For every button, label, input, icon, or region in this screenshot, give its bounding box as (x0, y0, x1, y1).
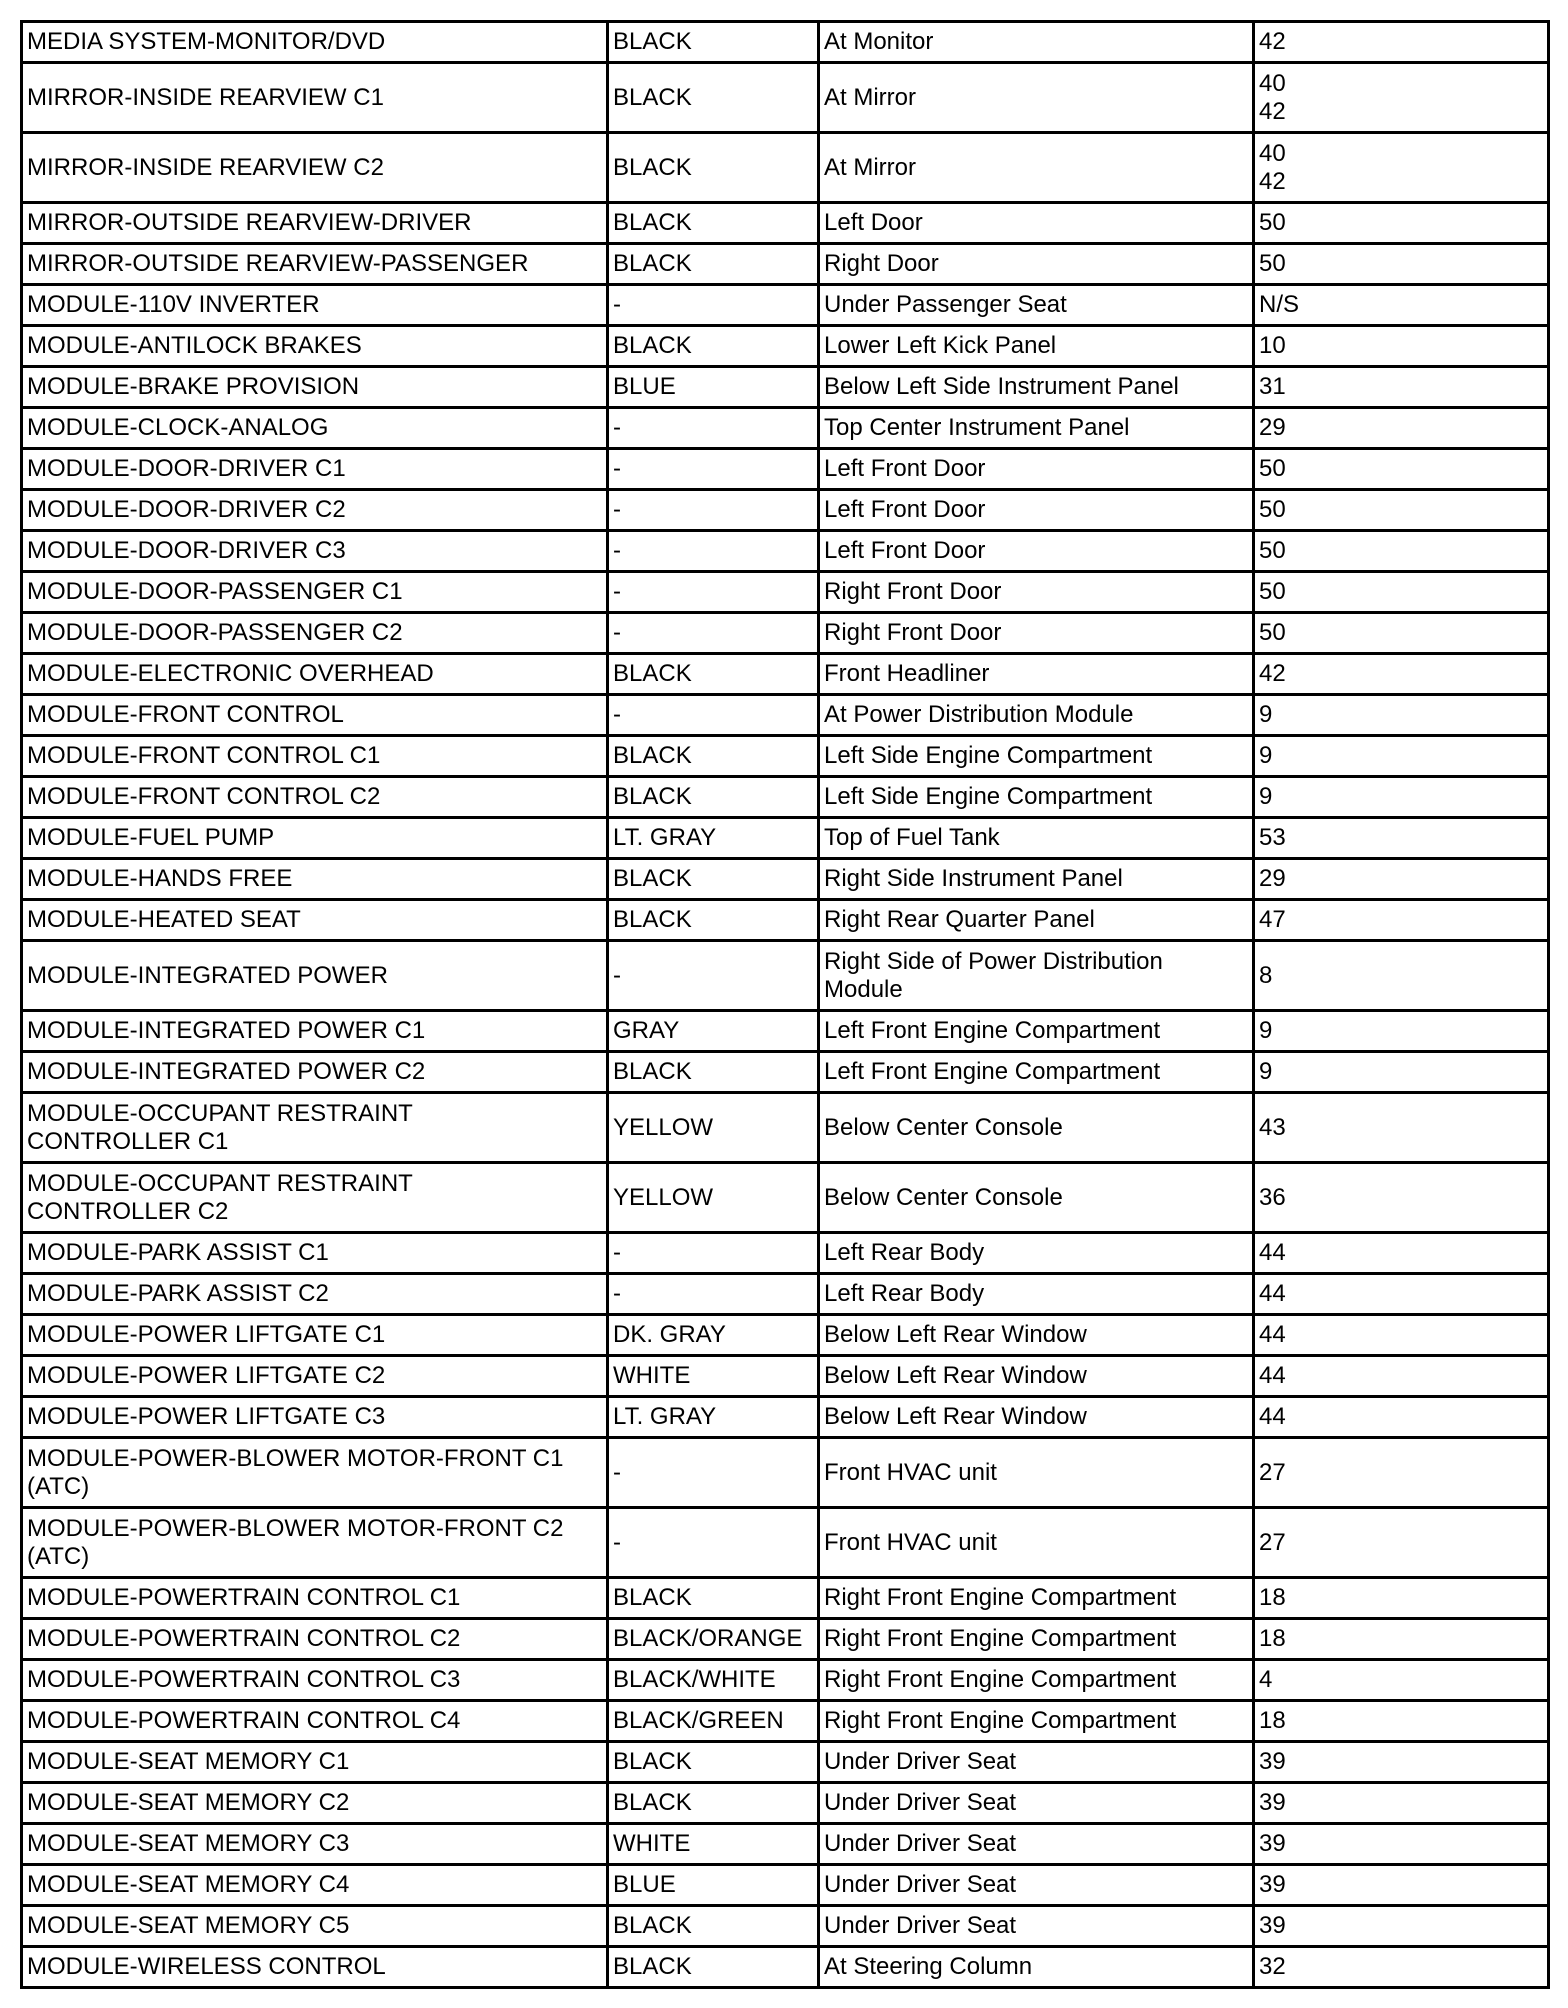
connector-color-cell: WHITE (608, 1356, 819, 1397)
table-row (22, 133, 1549, 203)
table-row (22, 285, 1549, 326)
table-row (22, 1742, 1549, 1783)
connector-color-cell: - (608, 695, 819, 736)
connector-color-cell: DK. GRAY (608, 1315, 819, 1356)
component-cell: MODULE-FRONT CONTROL C1 (22, 736, 608, 777)
component-cell: MODULE-CLOCK-ANALOG (22, 408, 608, 449)
connector-color-cell: YELLOW (608, 1093, 819, 1163)
connector-color-cell: - (608, 490, 819, 531)
location-cell: Right Front Engine Compartment (819, 1578, 1254, 1619)
figure-number-cell: 18 (1254, 1619, 1549, 1660)
table-row (22, 1315, 1549, 1356)
figure-number-cell: 44 (1254, 1356, 1549, 1397)
figure-number-cell: 9 (1254, 695, 1549, 736)
figure-number-cell: 31 (1254, 367, 1549, 408)
figure-number-cell: 40 42 (1254, 63, 1549, 133)
connector-color-cell: BLACK (608, 859, 819, 900)
figure-number-cell: 50 (1254, 244, 1549, 285)
connector-color-cell: - (608, 1233, 819, 1274)
component-cell: MODULE-110V INVERTER (22, 285, 608, 326)
table-row (22, 1011, 1549, 1052)
component-cell: MODULE-DOOR-DRIVER C2 (22, 490, 608, 531)
table-body (22, 22, 1549, 1988)
component-cell: MODULE-WIRELESS CONTROL (22, 1947, 608, 1988)
component-cell: MODULE-DOOR-DRIVER C1 (22, 449, 608, 490)
component-cell: MODULE-SEAT MEMORY C5 (22, 1906, 608, 1947)
figure-number-cell: 50 (1254, 203, 1549, 244)
connector-color-cell: BLACK (608, 900, 819, 941)
figure-number-cell: 50 (1254, 572, 1549, 613)
figure-number-cell: 47 (1254, 900, 1549, 941)
location-cell: Left Side Engine Compartment (819, 736, 1254, 777)
figure-number-cell: 29 (1254, 859, 1549, 900)
component-cell: MODULE-POWERTRAIN CONTROL C4 (22, 1701, 608, 1742)
table-row (22, 1397, 1549, 1438)
component-cell: MODULE-INTEGRATED POWER C2 (22, 1052, 608, 1093)
figure-number-cell: 9 (1254, 1052, 1549, 1093)
table-row (22, 1947, 1549, 1988)
table-row (22, 1865, 1549, 1906)
component-cell: MODULE-POWER LIFTGATE C2 (22, 1356, 608, 1397)
location-cell: At Power Distribution Module (819, 695, 1254, 736)
figure-number-cell: N/S (1254, 285, 1549, 326)
connector-color-cell: BLACK/ORANGE (608, 1619, 819, 1660)
component-cell: MODULE-POWER LIFTGATE C3 (22, 1397, 608, 1438)
connector-color-cell: - (608, 572, 819, 613)
location-cell: Below Left Rear Window (819, 1356, 1254, 1397)
table-row (22, 1578, 1549, 1619)
figure-number-cell: 4 (1254, 1660, 1549, 1701)
connector-color-cell: - (608, 613, 819, 654)
connector-color-cell: - (608, 1508, 819, 1578)
figure-number-cell: 40 42 (1254, 133, 1549, 203)
table-row (22, 408, 1549, 449)
component-cell: MODULE-ANTILOCK BRAKES (22, 326, 608, 367)
component-cell: MODULE-PARK ASSIST C1 (22, 1233, 608, 1274)
component-cell: MODULE-SEAT MEMORY C2 (22, 1783, 608, 1824)
component-cell: MIRROR-OUTSIDE REARVIEW-DRIVER (22, 203, 608, 244)
figure-number-cell: 50 (1254, 531, 1549, 572)
table-row (22, 1660, 1549, 1701)
connector-color-cell: BLACK (608, 1947, 819, 1988)
table-row (22, 1824, 1549, 1865)
location-cell: Right Front Door (819, 572, 1254, 613)
connector-color-cell: BLACK (608, 777, 819, 818)
figure-number-cell: 53 (1254, 818, 1549, 859)
connector-color-cell: - (608, 285, 819, 326)
component-cell: MODULE-FRONT CONTROL (22, 695, 608, 736)
connector-color-cell: BLACK (608, 22, 819, 63)
connector-color-cell: WHITE (608, 1824, 819, 1865)
location-cell: Left Front Door (819, 449, 1254, 490)
location-cell: At Mirror (819, 133, 1254, 203)
figure-number-cell: 9 (1254, 736, 1549, 777)
connector-color-cell: - (608, 449, 819, 490)
table-row (22, 1701, 1549, 1742)
component-cell: MODULE-BRAKE PROVISION (22, 367, 608, 408)
location-cell: Under Driver Seat (819, 1783, 1254, 1824)
figure-number-cell: 18 (1254, 1578, 1549, 1619)
connector-color-cell: BLACK (608, 1742, 819, 1783)
table-row (22, 244, 1549, 285)
connector-color-cell: BLACK (608, 1783, 819, 1824)
location-cell: Under Driver Seat (819, 1742, 1254, 1783)
location-cell: At Steering Column (819, 1947, 1254, 1988)
table-row (22, 777, 1549, 818)
table-row (22, 1783, 1549, 1824)
connector-color-cell: BLACK/WHITE (608, 1660, 819, 1701)
component-cell: MODULE-POWERTRAIN CONTROL C2 (22, 1619, 608, 1660)
connector-color-cell: BLACK (608, 654, 819, 695)
table-row (22, 1508, 1549, 1578)
location-cell: Below Center Console (819, 1163, 1254, 1233)
location-cell: Left Rear Body (819, 1233, 1254, 1274)
connector-color-cell: BLACK (608, 63, 819, 133)
component-cell: MODULE-PARK ASSIST C2 (22, 1274, 608, 1315)
connector-color-cell: - (608, 531, 819, 572)
location-cell: Left Front Door (819, 490, 1254, 531)
connector-color-cell: - (608, 1438, 819, 1508)
location-cell: Below Center Console (819, 1093, 1254, 1163)
location-cell: Right Door (819, 244, 1254, 285)
component-cell: MODULE-OCCUPANT RESTRAINT CONTROLLER C2 (22, 1163, 608, 1233)
figure-number-cell: 50 (1254, 490, 1549, 531)
table-row (22, 1093, 1549, 1163)
component-cell: MODULE-INTEGRATED POWER C1 (22, 1011, 608, 1052)
table-row (22, 654, 1549, 695)
table-row (22, 63, 1549, 133)
component-cell: MODULE-SEAT MEMORY C3 (22, 1824, 608, 1865)
connector-color-cell: BLACK (608, 1578, 819, 1619)
location-cell: Below Left Rear Window (819, 1397, 1254, 1438)
component-cell: MODULE-HEATED SEAT (22, 900, 608, 941)
table-row (22, 367, 1549, 408)
location-cell: Left Front Engine Compartment (819, 1052, 1254, 1093)
table-row (22, 736, 1549, 777)
location-cell: Right Front Engine Compartment (819, 1701, 1254, 1742)
figure-number-cell: 42 (1254, 654, 1549, 695)
location-cell: Under Driver Seat (819, 1906, 1254, 1947)
location-cell: Under Driver Seat (819, 1865, 1254, 1906)
figure-number-cell: 9 (1254, 1011, 1549, 1052)
connector-color-cell: BLACK (608, 244, 819, 285)
figure-number-cell: 9 (1254, 777, 1549, 818)
component-cell: MODULE-POWER LIFTGATE C1 (22, 1315, 608, 1356)
connector-color-cell: - (608, 1274, 819, 1315)
location-cell: Right Side of Power Distribution Module (819, 941, 1254, 1011)
location-cell: Front Headliner (819, 654, 1254, 695)
table-row (22, 1356, 1549, 1397)
figure-number-cell: 18 (1254, 1701, 1549, 1742)
connector-color-cell: YELLOW (608, 1163, 819, 1233)
table-row (22, 203, 1549, 244)
figure-number-cell: 10 (1254, 326, 1549, 367)
connector-color-cell: BLUE (608, 1865, 819, 1906)
figure-number-cell: 39 (1254, 1742, 1549, 1783)
table-row (22, 490, 1549, 531)
component-cell: MODULE-POWER-BLOWER MOTOR-FRONT C2 (ATC) (22, 1508, 608, 1578)
component-cell: MODULE-DOOR-DRIVER C3 (22, 531, 608, 572)
figure-number-cell: 27 (1254, 1508, 1549, 1578)
table-row (22, 859, 1549, 900)
figure-number-cell: 39 (1254, 1865, 1549, 1906)
location-cell: Right Front Engine Compartment (819, 1619, 1254, 1660)
location-cell: Left Side Engine Compartment (819, 777, 1254, 818)
location-cell: Right Rear Quarter Panel (819, 900, 1254, 941)
table-row (22, 449, 1549, 490)
location-cell: Lower Left Kick Panel (819, 326, 1254, 367)
component-cell: MODULE-INTEGRATED POWER (22, 941, 608, 1011)
figure-number-cell: 39 (1254, 1824, 1549, 1865)
location-cell: Under Driver Seat (819, 1824, 1254, 1865)
component-cell: MODULE-OCCUPANT RESTRAINT CONTROLLER C1 (22, 1093, 608, 1163)
connector-color-cell: BLACK (608, 736, 819, 777)
table-row (22, 695, 1549, 736)
table-row (22, 900, 1549, 941)
location-cell: Left Rear Body (819, 1274, 1254, 1315)
component-cell: MIRROR-INSIDE REARVIEW C2 (22, 133, 608, 203)
component-cell: MEDIA SYSTEM-MONITOR/DVD (22, 22, 608, 63)
connector-color-cell: BLACK (608, 1906, 819, 1947)
connector-color-cell: - (608, 941, 819, 1011)
figure-number-cell: 8 (1254, 941, 1549, 1011)
location-cell: Top of Fuel Tank (819, 818, 1254, 859)
table-row (22, 1906, 1549, 1947)
connector-color-cell: BLACK (608, 326, 819, 367)
component-cell: MODULE-POWERTRAIN CONTROL C1 (22, 1578, 608, 1619)
location-cell: Left Front Door (819, 531, 1254, 572)
location-cell: Under Passenger Seat (819, 285, 1254, 326)
table-row (22, 1163, 1549, 1233)
table-row (22, 1274, 1549, 1315)
location-cell: Top Center Instrument Panel (819, 408, 1254, 449)
location-cell: Below Left Side Instrument Panel (819, 367, 1254, 408)
component-cell: MODULE-FRONT CONTROL C2 (22, 777, 608, 818)
figure-number-cell: 29 (1254, 408, 1549, 449)
figure-number-cell: 32 (1254, 1947, 1549, 1988)
component-cell: MODULE-HANDS FREE (22, 859, 608, 900)
table-row (22, 1233, 1549, 1274)
location-cell: Left Front Engine Compartment (819, 1011, 1254, 1052)
connector-color-cell: BLACK (608, 203, 819, 244)
figure-number-cell: 50 (1254, 449, 1549, 490)
connector-color-cell: LT. GRAY (608, 818, 819, 859)
figure-number-cell: 39 (1254, 1783, 1549, 1824)
table-row (22, 941, 1549, 1011)
component-cell: MODULE-POWER-BLOWER MOTOR-FRONT C1 (ATC) (22, 1438, 608, 1508)
table-row (22, 572, 1549, 613)
component-cell: MODULE-SEAT MEMORY C4 (22, 1865, 608, 1906)
table-row (22, 326, 1549, 367)
location-cell: Front HVAC unit (819, 1438, 1254, 1508)
connector-color-cell: - (608, 408, 819, 449)
figure-number-cell: 44 (1254, 1315, 1549, 1356)
figure-number-cell: 44 (1254, 1233, 1549, 1274)
figure-number-cell: 50 (1254, 613, 1549, 654)
table-row (22, 818, 1549, 859)
location-cell: Right Front Door (819, 613, 1254, 654)
figure-number-cell: 27 (1254, 1438, 1549, 1508)
table-row (22, 613, 1549, 654)
table-row (22, 1619, 1549, 1660)
connector-location-table (20, 20, 1550, 1989)
component-cell: MODULE-DOOR-PASSENGER C2 (22, 613, 608, 654)
table-row (22, 22, 1549, 63)
connector-color-cell: BLACK (608, 1052, 819, 1093)
connector-color-cell: GRAY (608, 1011, 819, 1052)
location-cell: At Mirror (819, 63, 1254, 133)
connector-color-cell: BLACK/GREEN (608, 1701, 819, 1742)
figure-number-cell: 44 (1254, 1274, 1549, 1315)
location-cell: Right Front Engine Compartment (819, 1660, 1254, 1701)
component-cell: MODULE-DOOR-PASSENGER C1 (22, 572, 608, 613)
component-cell: MODULE-FUEL PUMP (22, 818, 608, 859)
connector-color-cell: BLACK (608, 133, 819, 203)
location-cell: Right Side Instrument Panel (819, 859, 1254, 900)
figure-number-cell: 44 (1254, 1397, 1549, 1438)
component-cell: MIRROR-INSIDE REARVIEW C1 (22, 63, 608, 133)
component-cell: MODULE-POWERTRAIN CONTROL C3 (22, 1660, 608, 1701)
table-row (22, 1052, 1549, 1093)
connector-color-cell: BLUE (608, 367, 819, 408)
figure-number-cell: 42 (1254, 22, 1549, 63)
component-cell: MODULE-ELECTRONIC OVERHEAD (22, 654, 608, 695)
location-cell: Below Left Rear Window (819, 1315, 1254, 1356)
figure-number-cell: 39 (1254, 1906, 1549, 1947)
component-cell: MIRROR-OUTSIDE REARVIEW-PASSENGER (22, 244, 608, 285)
location-cell: At Monitor (819, 22, 1254, 63)
connector-color-cell: LT. GRAY (608, 1397, 819, 1438)
figure-number-cell: 36 (1254, 1163, 1549, 1233)
location-cell: Left Door (819, 203, 1254, 244)
location-cell: Front HVAC unit (819, 1508, 1254, 1578)
table-row (22, 1438, 1549, 1508)
table-row (22, 531, 1549, 572)
figure-number-cell: 43 (1254, 1093, 1549, 1163)
component-cell: MODULE-SEAT MEMORY C1 (22, 1742, 608, 1783)
